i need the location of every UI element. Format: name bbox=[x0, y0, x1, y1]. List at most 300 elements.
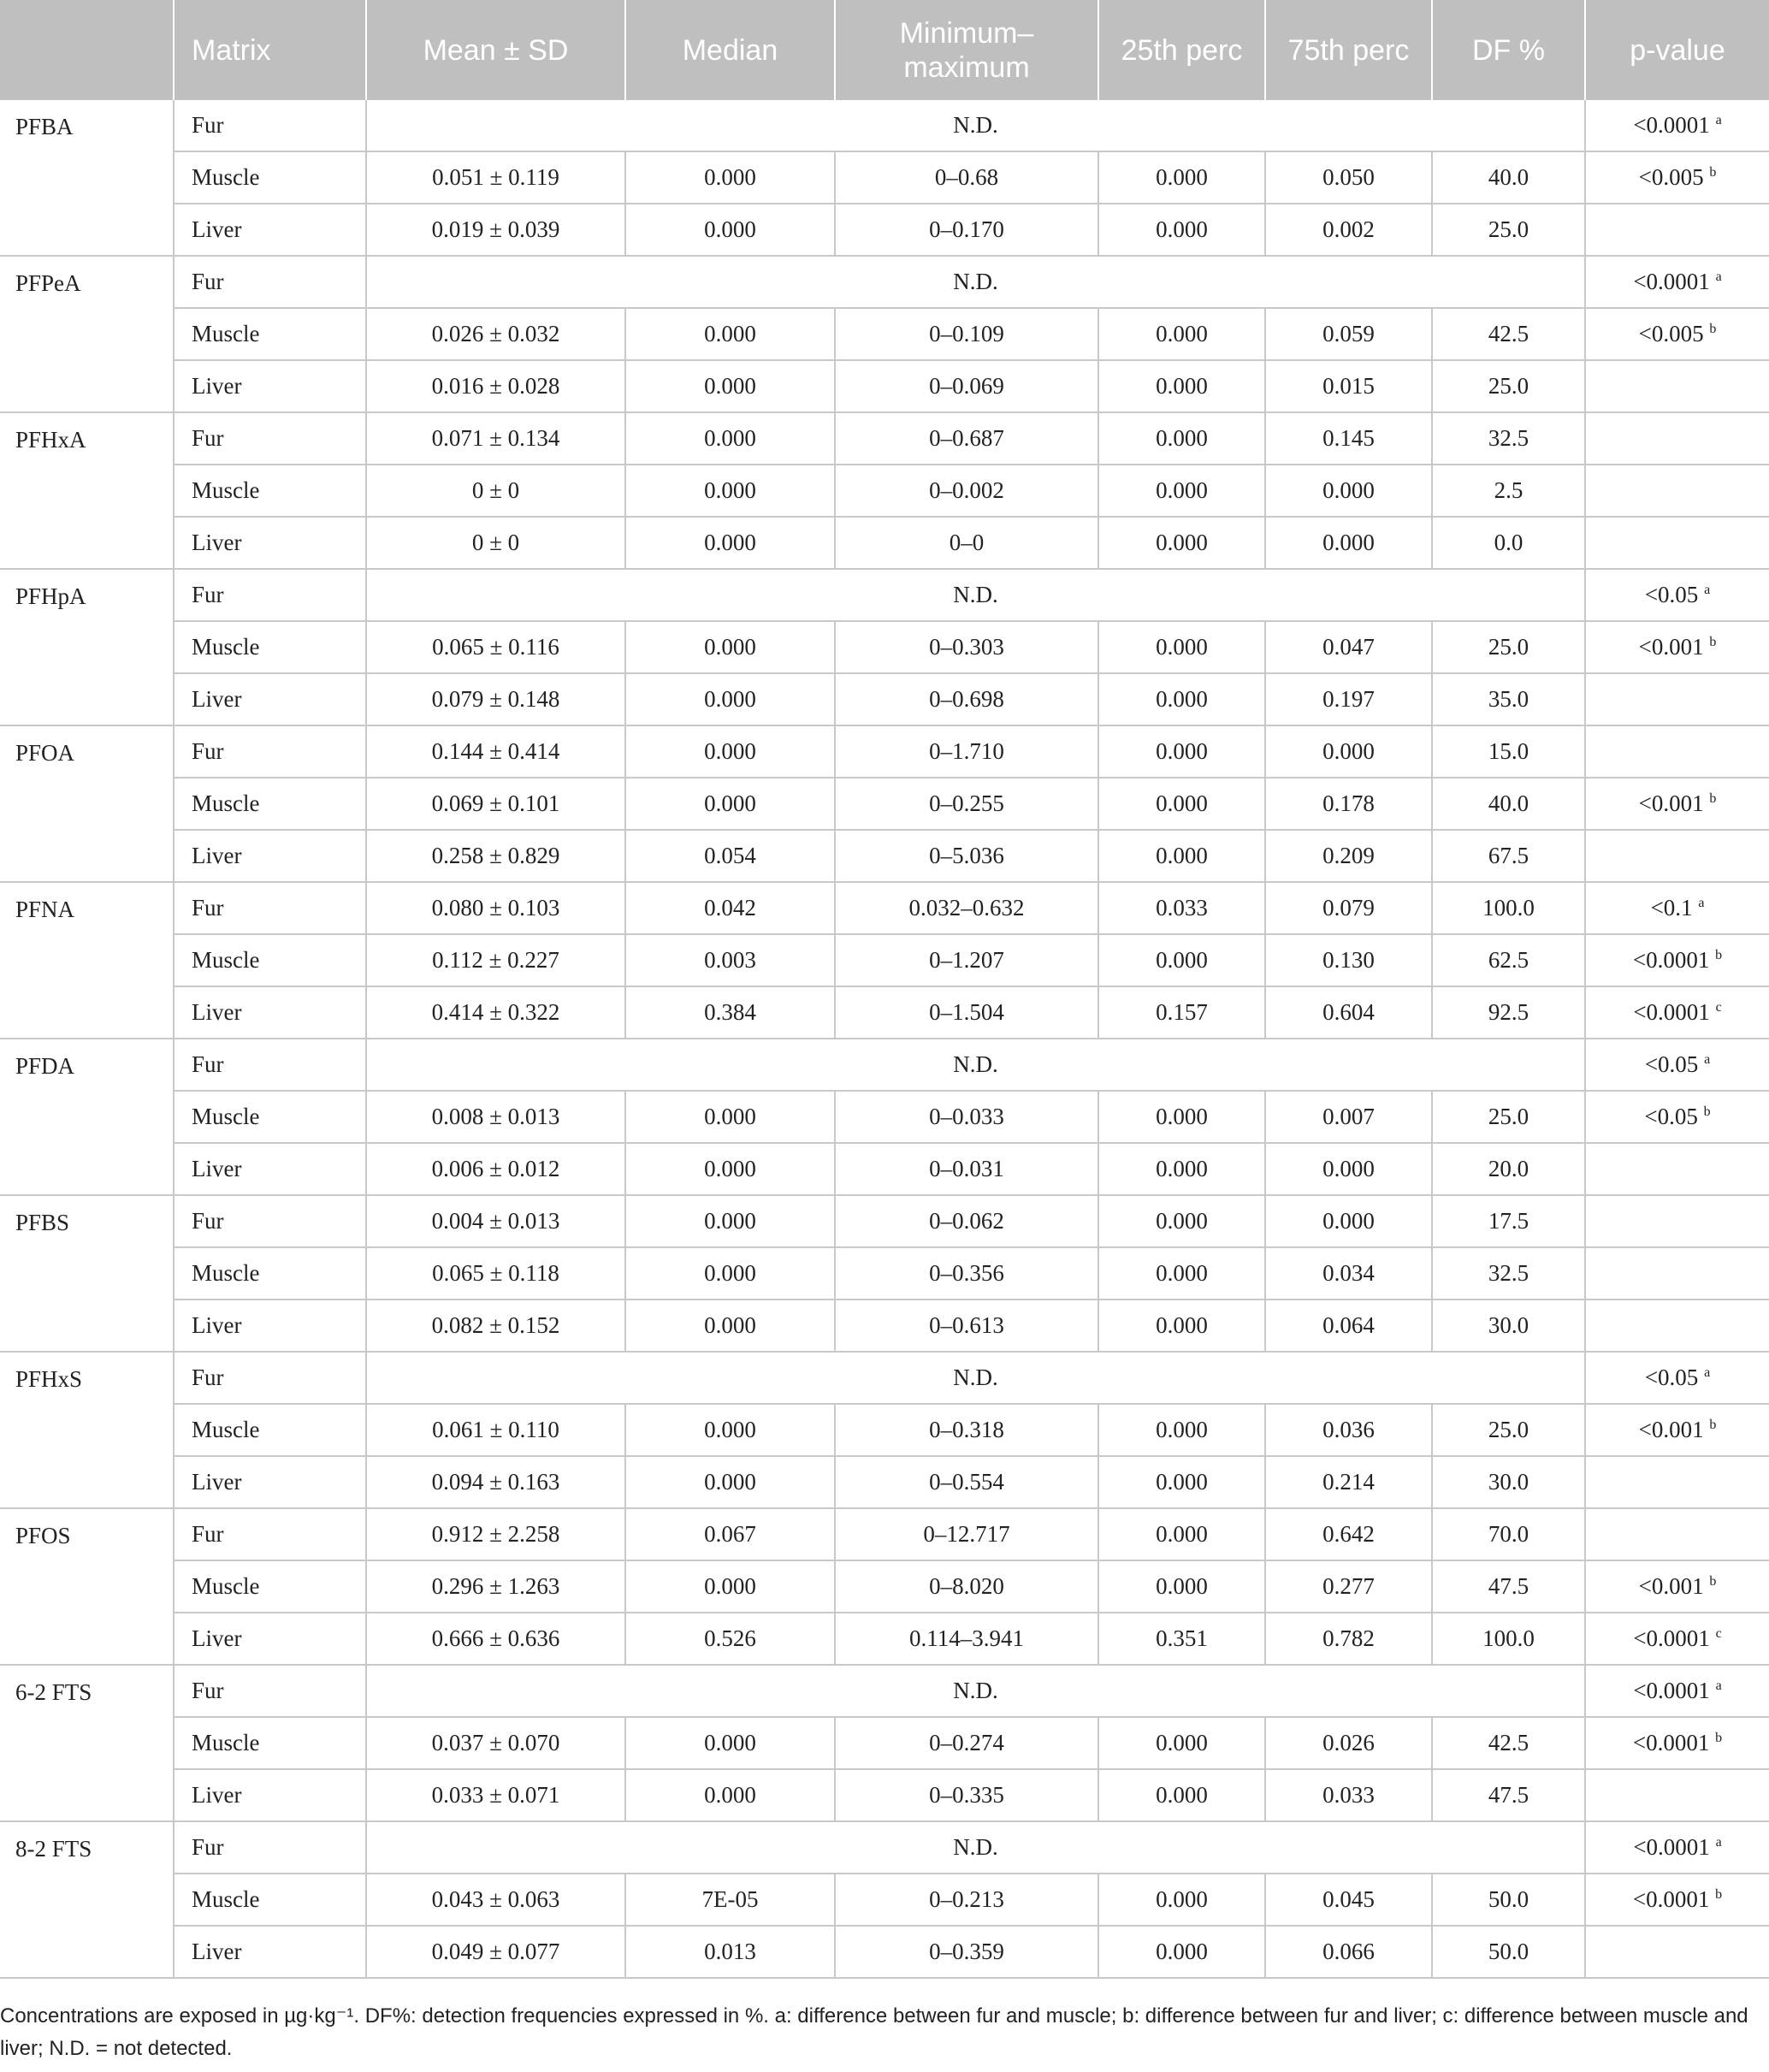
df-percent-cell: 35.0 bbox=[1432, 673, 1585, 725]
df-percent-cell: 42.5 bbox=[1432, 1717, 1585, 1769]
table-row bbox=[0, 1091, 1769, 1143]
df-percent-cell: 70.0 bbox=[1432, 1508, 1585, 1560]
min-max-cell: 0–0.062 bbox=[835, 1195, 1098, 1247]
df-percent-cell: 92.5 bbox=[1432, 986, 1585, 1039]
median-cell: 0.000 bbox=[625, 1404, 835, 1456]
matrix-cell: Fur bbox=[174, 882, 366, 934]
df-percent-cell: 30.0 bbox=[1432, 1299, 1585, 1352]
75th-perc-cell: 0.209 bbox=[1265, 830, 1432, 882]
mean-sd-cell: 0.079 ± 0.148 bbox=[366, 673, 625, 725]
median-cell: 0.000 bbox=[625, 1143, 835, 1195]
p-value-cell bbox=[1585, 360, 1769, 412]
p-value-superscript: b bbox=[1709, 635, 1717, 649]
min-max-cell: 0–0.274 bbox=[835, 1717, 1098, 1769]
median-cell: 0.000 bbox=[625, 1299, 835, 1352]
p-value-superscript: b bbox=[1709, 1418, 1717, 1432]
p-value-text: <0.05 bbox=[1644, 1104, 1698, 1129]
table-row bbox=[0, 1769, 1769, 1821]
mean-sd-cell: 0.666 ± 0.636 bbox=[366, 1613, 625, 1665]
min-max-cell: 0–0.687 bbox=[835, 412, 1098, 465]
p-value-cell bbox=[1585, 100, 1769, 151]
25th-perc-cell: 0.000 bbox=[1098, 360, 1265, 412]
median-cell: 0.054 bbox=[625, 830, 835, 882]
75th-perc-cell: 0.000 bbox=[1265, 517, 1432, 569]
p-value-cell bbox=[1585, 465, 1769, 517]
df-percent-cell: 17.5 bbox=[1432, 1195, 1585, 1247]
median-cell: 0.000 bbox=[625, 1717, 835, 1769]
median-cell: 0.000 bbox=[625, 465, 835, 517]
p-value-text: <0.005 bbox=[1638, 321, 1704, 346]
median-cell: 0.000 bbox=[625, 673, 835, 725]
75th-perc-cell: 0.050 bbox=[1265, 151, 1432, 204]
not-detected-cell: N.D. bbox=[366, 1821, 1585, 1874]
matrix-cell: Fur bbox=[174, 256, 366, 308]
75th-perc-cell: 0.079 bbox=[1265, 882, 1432, 934]
p-value-cell bbox=[1585, 1769, 1769, 1821]
75th-perc-cell: 0.059 bbox=[1265, 308, 1432, 360]
table-row bbox=[0, 830, 1769, 882]
p-value-cell bbox=[1585, 1404, 1769, 1456]
p-value-cell bbox=[1585, 204, 1769, 256]
min-max-cell: 0–0 bbox=[835, 517, 1098, 569]
not-detected-cell: N.D. bbox=[366, 1039, 1585, 1091]
table-row bbox=[0, 100, 1769, 151]
p-value-cell bbox=[1585, 1821, 1769, 1874]
matrix-cell: Muscle bbox=[174, 151, 366, 204]
table-row bbox=[0, 1821, 1769, 1874]
75th-perc-cell: 0.066 bbox=[1265, 1926, 1432, 1978]
table-row bbox=[0, 1456, 1769, 1508]
matrix-cell: Muscle bbox=[174, 308, 366, 360]
p-value-text: <0.001 bbox=[1638, 790, 1704, 816]
df-percent-cell: 40.0 bbox=[1432, 778, 1585, 830]
matrix-cell: Liver bbox=[174, 673, 366, 725]
mean-sd-cell: 0.065 ± 0.116 bbox=[366, 621, 625, 673]
mean-sd-cell: 0.080 ± 0.103 bbox=[366, 882, 625, 934]
mean-sd-cell: 0.112 ± 0.227 bbox=[366, 934, 625, 986]
matrix-cell: Muscle bbox=[174, 1404, 366, 1456]
25th-perc-cell: 0.000 bbox=[1098, 1247, 1265, 1299]
table-row bbox=[0, 308, 1769, 360]
df-percent-cell: 25.0 bbox=[1432, 1091, 1585, 1143]
table-row bbox=[0, 621, 1769, 673]
mean-sd-cell: 0.144 ± 0.414 bbox=[366, 725, 625, 778]
p-value-cell bbox=[1585, 725, 1769, 778]
matrix-cell: Liver bbox=[174, 204, 366, 256]
75th-perc-cell: 0.033 bbox=[1265, 1769, 1432, 1821]
table-header bbox=[0, 0, 1769, 100]
mean-sd-cell: 0.069 ± 0.101 bbox=[366, 778, 625, 830]
min-max-cell: 0–0.359 bbox=[835, 1926, 1098, 1978]
df-percent-cell: 25.0 bbox=[1432, 1404, 1585, 1456]
median-cell: 0.067 bbox=[625, 1508, 835, 1560]
table-row bbox=[0, 934, 1769, 986]
p-value-text: <0.05 bbox=[1644, 582, 1699, 607]
p-value-text: <0.001 bbox=[1638, 634, 1704, 660]
75th-perc-cell: 0.000 bbox=[1265, 1143, 1432, 1195]
median-cell: 0.526 bbox=[625, 1613, 835, 1665]
mean-sd-cell: 0.094 ± 0.163 bbox=[366, 1456, 625, 1508]
median-cell: 0.013 bbox=[625, 1926, 835, 1978]
mean-sd-cell: 0.051 ± 0.119 bbox=[366, 151, 625, 204]
matrix-cell: Muscle bbox=[174, 1717, 366, 1769]
table-row bbox=[0, 725, 1769, 778]
25th-perc-cell: 0.351 bbox=[1098, 1613, 1265, 1665]
not-detected-cell: N.D. bbox=[366, 1352, 1585, 1404]
min-max-cell: 0–0.170 bbox=[835, 204, 1098, 256]
75th-perc-cell: 0.197 bbox=[1265, 673, 1432, 725]
df-percent-cell: 50.0 bbox=[1432, 1926, 1585, 1978]
p-value-cell bbox=[1585, 1299, 1769, 1352]
p-value-cell bbox=[1585, 882, 1769, 934]
p-value-superscript: b bbox=[1715, 1887, 1723, 1902]
table-row bbox=[0, 1352, 1769, 1404]
compound-cell: PFDA bbox=[0, 1039, 174, 1195]
compound-cell: PFNA bbox=[0, 882, 174, 1039]
df-percent-cell: 40.0 bbox=[1432, 151, 1585, 204]
mean-sd-cell: 0.061 ± 0.110 bbox=[366, 1404, 625, 1456]
min-max-cell: 0–8.020 bbox=[835, 1560, 1098, 1613]
p-value-text: <0.001 bbox=[1638, 1573, 1704, 1599]
mean-sd-cell: 0.296 ± 1.263 bbox=[366, 1560, 625, 1613]
table-row bbox=[0, 986, 1769, 1039]
75th-perc-cell: 0.000 bbox=[1265, 725, 1432, 778]
75th-perc-cell: 0.045 bbox=[1265, 1874, 1432, 1926]
min-max-cell: 0–1.710 bbox=[835, 725, 1098, 778]
p-value-superscript: b bbox=[1703, 1104, 1711, 1119]
25th-perc-cell: 0.000 bbox=[1098, 1404, 1265, 1456]
75th-perc-cell: 0.015 bbox=[1265, 360, 1432, 412]
mean-sd-cell: 0.006 ± 0.012 bbox=[366, 1143, 625, 1195]
p-value-superscript: b bbox=[1709, 1574, 1717, 1589]
25th-perc-cell: 0.000 bbox=[1098, 778, 1265, 830]
df-percent-cell: 100.0 bbox=[1432, 882, 1585, 934]
25th-perc-cell: 0.000 bbox=[1098, 1143, 1265, 1195]
mean-sd-cell: 0.414 ± 0.322 bbox=[366, 986, 625, 1039]
p-value-cell bbox=[1585, 256, 1769, 308]
p-value-cell bbox=[1585, 986, 1769, 1039]
table-row bbox=[0, 1874, 1769, 1926]
matrix-cell: Fur bbox=[174, 1821, 366, 1874]
median-cell: 0.000 bbox=[625, 1769, 835, 1821]
matrix-cell: Muscle bbox=[174, 1560, 366, 1613]
25th-perc-cell: 0.000 bbox=[1098, 465, 1265, 517]
p-value-cell bbox=[1585, 1456, 1769, 1508]
min-max-cell: 0–0.109 bbox=[835, 308, 1098, 360]
not-detected-cell: N.D. bbox=[366, 569, 1585, 621]
median-cell: 0.000 bbox=[625, 621, 835, 673]
table-row bbox=[0, 151, 1769, 204]
75th-perc-cell: 0.034 bbox=[1265, 1247, 1432, 1299]
table-row bbox=[0, 360, 1769, 412]
min-max-cell: 0–0.303 bbox=[835, 621, 1098, 673]
table-row bbox=[0, 1717, 1769, 1769]
25th-perc-cell: 0.000 bbox=[1098, 725, 1265, 778]
75th-perc-cell: 0.145 bbox=[1265, 412, 1432, 465]
p-value-text: <0.0001 bbox=[1632, 1886, 1710, 1912]
table-body bbox=[0, 100, 1769, 1978]
25th-perc-cell: 0.157 bbox=[1098, 986, 1265, 1039]
matrix-cell: Fur bbox=[174, 1352, 366, 1404]
mean-sd-cell: 0.033 ± 0.071 bbox=[366, 1769, 625, 1821]
header-min-max: Minimum–maximum bbox=[835, 0, 1098, 100]
table-row bbox=[0, 1247, 1769, 1299]
75th-perc-cell: 0.002 bbox=[1265, 204, 1432, 256]
min-max-cell: 0–0.069 bbox=[835, 360, 1098, 412]
table-row bbox=[0, 673, 1769, 725]
25th-perc-cell: 0.000 bbox=[1098, 204, 1265, 256]
df-percent-cell: 30.0 bbox=[1432, 1456, 1585, 1508]
median-cell: 7E-05 bbox=[625, 1874, 835, 1926]
p-value-cell bbox=[1585, 934, 1769, 986]
df-percent-cell: 15.0 bbox=[1432, 725, 1585, 778]
matrix-cell: Muscle bbox=[174, 621, 366, 673]
matrix-cell: Fur bbox=[174, 1508, 366, 1560]
mean-sd-cell: 0.008 ± 0.013 bbox=[366, 1091, 625, 1143]
p-value-cell bbox=[1585, 412, 1769, 465]
p-value-superscript: c bbox=[1715, 1626, 1722, 1641]
25th-perc-cell: 0.000 bbox=[1098, 1508, 1265, 1560]
table-row bbox=[0, 1508, 1769, 1560]
median-cell: 0.000 bbox=[625, 151, 835, 204]
matrix-cell: Liver bbox=[174, 1613, 366, 1665]
mean-sd-cell: 0.065 ± 0.118 bbox=[366, 1247, 625, 1299]
median-cell: 0.000 bbox=[625, 1195, 835, 1247]
p-value-cell bbox=[1585, 1665, 1769, 1717]
matrix-cell: Muscle bbox=[174, 1091, 366, 1143]
25th-perc-cell: 0.000 bbox=[1098, 934, 1265, 986]
table-row bbox=[0, 517, 1769, 569]
25th-perc-cell: 0.000 bbox=[1098, 830, 1265, 882]
p-value-text: <0.0001 bbox=[1633, 269, 1710, 294]
header-median: Median bbox=[625, 0, 835, 100]
75th-perc-cell: 0.000 bbox=[1265, 1195, 1432, 1247]
mean-sd-cell: 0.258 ± 0.829 bbox=[366, 830, 625, 882]
matrix-cell: Muscle bbox=[174, 934, 366, 986]
mean-sd-cell: 0.026 ± 0.032 bbox=[366, 308, 625, 360]
matrix-cell: Liver bbox=[174, 517, 366, 569]
p-value-text: <0.0001 bbox=[1632, 1730, 1710, 1755]
min-max-cell: 0–0.255 bbox=[835, 778, 1098, 830]
p-value-cell bbox=[1585, 830, 1769, 882]
median-cell: 0.000 bbox=[625, 308, 835, 360]
df-percent-cell: 67.5 bbox=[1432, 830, 1585, 882]
p-value-text: <0.001 bbox=[1638, 1417, 1704, 1442]
compound-cell: PFBS bbox=[0, 1195, 174, 1352]
min-max-cell: 0–0.033 bbox=[835, 1091, 1098, 1143]
min-max-cell: 0–1.207 bbox=[835, 934, 1098, 986]
min-max-cell: 0–0.356 bbox=[835, 1247, 1098, 1299]
not-detected-cell: N.D. bbox=[366, 1665, 1585, 1717]
25th-perc-cell: 0.000 bbox=[1098, 1456, 1265, 1508]
median-cell: 0.000 bbox=[625, 517, 835, 569]
matrix-cell: Liver bbox=[174, 1299, 366, 1352]
75th-perc-cell: 0.214 bbox=[1265, 1456, 1432, 1508]
p-value-text: <0.1 bbox=[1650, 895, 1693, 921]
min-max-cell: 0–0.68 bbox=[835, 151, 1098, 204]
table-row bbox=[0, 1613, 1769, 1665]
median-cell: 0.003 bbox=[625, 934, 835, 986]
25th-perc-cell: 0.033 bbox=[1098, 882, 1265, 934]
75th-perc-cell: 0.642 bbox=[1265, 1508, 1432, 1560]
header-mean-sd: Mean ± SD bbox=[366, 0, 625, 100]
min-max-cell: 0.114–3.941 bbox=[835, 1613, 1098, 1665]
table-row bbox=[0, 465, 1769, 517]
p-value-text: <0.05 bbox=[1644, 1051, 1699, 1077]
df-percent-cell: 32.5 bbox=[1432, 412, 1585, 465]
median-cell: 0.000 bbox=[625, 1247, 835, 1299]
p-value-superscript: a bbox=[1704, 1052, 1711, 1067]
matrix-cell: Fur bbox=[174, 569, 366, 621]
mean-sd-cell: 0.004 ± 0.013 bbox=[366, 1195, 625, 1247]
table-footnote: Concentrations are exposed in µg·kg⁻¹. DF%: detection frequencies expressed in %. a: difference between fur and muscle; b: difference between fur and liver; c: difference between muscle and liver; N.D. = not detected. bbox=[0, 2004, 1748, 2060]
p-value-text: <0.0001 bbox=[1633, 999, 1710, 1025]
matrix-cell: Muscle bbox=[174, 1247, 366, 1299]
p-value-text: <0.005 bbox=[1638, 164, 1704, 190]
mean-sd-cell: 0 ± 0 bbox=[366, 517, 625, 569]
p-value-cell bbox=[1585, 1926, 1769, 1978]
75th-perc-cell: 0.277 bbox=[1265, 1560, 1432, 1613]
compound-cell: PFHxS bbox=[0, 1352, 174, 1508]
header-75th-perc: 75th perc bbox=[1265, 0, 1432, 100]
75th-perc-cell: 0.047 bbox=[1265, 621, 1432, 673]
median-cell: 0.000 bbox=[625, 412, 835, 465]
75th-perc-cell: 0.026 bbox=[1265, 1717, 1432, 1769]
min-max-cell: 0–0.554 bbox=[835, 1456, 1098, 1508]
p-value-cell bbox=[1585, 673, 1769, 725]
p-value-superscript: b bbox=[1715, 948, 1723, 962]
p-value-superscript: a bbox=[1704, 1365, 1711, 1380]
median-cell: 0.384 bbox=[625, 986, 835, 1039]
df-percent-cell: 47.5 bbox=[1432, 1769, 1585, 1821]
min-max-cell: 0–0.698 bbox=[835, 673, 1098, 725]
df-percent-cell: 42.5 bbox=[1432, 308, 1585, 360]
df-percent-cell: 25.0 bbox=[1432, 621, 1585, 673]
25th-perc-cell: 0.000 bbox=[1098, 673, 1265, 725]
table-row bbox=[0, 1926, 1769, 1978]
min-max-cell: 0–12.717 bbox=[835, 1508, 1098, 1560]
p-value-text: <0.0001 bbox=[1633, 1625, 1710, 1651]
compound-cell: PFPeA bbox=[0, 256, 174, 412]
table-row bbox=[0, 1665, 1769, 1717]
p-value-text: <0.0001 bbox=[1632, 947, 1710, 973]
matrix-cell: Muscle bbox=[174, 778, 366, 830]
p-value-cell bbox=[1585, 1874, 1769, 1926]
p-value-superscript: a bbox=[1715, 113, 1722, 127]
median-cell: 0.000 bbox=[625, 725, 835, 778]
25th-perc-cell: 0.000 bbox=[1098, 1560, 1265, 1613]
p-value-superscript: a bbox=[1715, 1678, 1722, 1693]
mean-sd-cell: 0.082 ± 0.152 bbox=[366, 1299, 625, 1352]
p-value-text: <0.0001 bbox=[1633, 1834, 1710, 1860]
matrix-cell: Fur bbox=[174, 100, 366, 151]
p-value-cell bbox=[1585, 1195, 1769, 1247]
matrix-cell: Muscle bbox=[174, 465, 366, 517]
df-percent-cell: 20.0 bbox=[1432, 1143, 1585, 1195]
mean-sd-cell: 0 ± 0 bbox=[366, 465, 625, 517]
header-p-value: p-value bbox=[1585, 0, 1769, 100]
mean-sd-cell: 0.019 ± 0.039 bbox=[366, 204, 625, 256]
matrix-cell: Liver bbox=[174, 1456, 366, 1508]
table-row bbox=[0, 882, 1769, 934]
p-value-cell bbox=[1585, 1560, 1769, 1613]
25th-perc-cell: 0.000 bbox=[1098, 517, 1265, 569]
median-cell: 0.000 bbox=[625, 204, 835, 256]
mean-sd-cell: 0.016 ± 0.028 bbox=[366, 360, 625, 412]
25th-perc-cell: 0.000 bbox=[1098, 1717, 1265, 1769]
25th-perc-cell: 0.000 bbox=[1098, 621, 1265, 673]
df-percent-cell: 25.0 bbox=[1432, 360, 1585, 412]
median-cell: 0.000 bbox=[625, 1560, 835, 1613]
min-max-cell: 0–1.504 bbox=[835, 986, 1098, 1039]
table-row bbox=[0, 1143, 1769, 1195]
p-value-cell bbox=[1585, 1717, 1769, 1769]
p-value-cell bbox=[1585, 1613, 1769, 1665]
header-row bbox=[0, 0, 1769, 100]
matrix-cell: Fur bbox=[174, 1195, 366, 1247]
median-cell: 0.000 bbox=[625, 1456, 835, 1508]
p-value-cell bbox=[1585, 778, 1769, 830]
median-cell: 0.000 bbox=[625, 778, 835, 830]
25th-perc-cell: 0.000 bbox=[1098, 1769, 1265, 1821]
header-matrix: Matrix bbox=[174, 0, 366, 100]
compound-cell: PFBA bbox=[0, 100, 174, 256]
25th-perc-cell: 0.000 bbox=[1098, 308, 1265, 360]
p-value-cell bbox=[1585, 1091, 1769, 1143]
table-row bbox=[0, 412, 1769, 465]
df-percent-cell: 100.0 bbox=[1432, 1613, 1585, 1665]
p-value-cell bbox=[1585, 569, 1769, 621]
25th-perc-cell: 0.000 bbox=[1098, 1195, 1265, 1247]
compound-cell: PFHxA bbox=[0, 412, 174, 569]
mean-sd-cell: 0.912 ± 2.258 bbox=[366, 1508, 625, 1560]
75th-perc-cell: 0.604 bbox=[1265, 986, 1432, 1039]
75th-perc-cell: 0.000 bbox=[1265, 465, 1432, 517]
p-value-cell bbox=[1585, 1247, 1769, 1299]
min-max-cell: 0.032–0.632 bbox=[835, 882, 1098, 934]
matrix-cell: Liver bbox=[174, 360, 366, 412]
df-percent-cell: 0.0 bbox=[1432, 517, 1585, 569]
compound-cell: 6-2 FTS bbox=[0, 1665, 174, 1821]
df-percent-cell: 47.5 bbox=[1432, 1560, 1585, 1613]
p-value-cell bbox=[1585, 1143, 1769, 1195]
compound-cell: PFOS bbox=[0, 1508, 174, 1665]
table-row bbox=[0, 1195, 1769, 1247]
p-value-superscript: c bbox=[1715, 1000, 1722, 1015]
75th-perc-cell: 0.130 bbox=[1265, 934, 1432, 986]
75th-perc-cell: 0.007 bbox=[1265, 1091, 1432, 1143]
table-row bbox=[0, 1560, 1769, 1613]
min-max-cell: 0–0.318 bbox=[835, 1404, 1098, 1456]
p-value-text: <0.0001 bbox=[1633, 112, 1710, 138]
p-value-text: <0.05 bbox=[1644, 1365, 1699, 1390]
matrix-cell: Liver bbox=[174, 830, 366, 882]
matrix-cell: Fur bbox=[174, 1039, 366, 1091]
matrix-cell: Fur bbox=[174, 725, 366, 778]
min-max-cell: 0–0.613 bbox=[835, 1299, 1098, 1352]
median-cell: 0.000 bbox=[625, 1091, 835, 1143]
25th-perc-cell: 0.000 bbox=[1098, 1091, 1265, 1143]
df-percent-cell: 2.5 bbox=[1432, 465, 1585, 517]
p-value-cell bbox=[1585, 151, 1769, 204]
table-row bbox=[0, 778, 1769, 830]
p-value-cell bbox=[1585, 1352, 1769, 1404]
min-max-cell: 0–0.213 bbox=[835, 1874, 1098, 1926]
min-max-cell: 0–5.036 bbox=[835, 830, 1098, 882]
p-value-superscript: a bbox=[1715, 269, 1722, 284]
compound-cell: PFOA bbox=[0, 725, 174, 882]
matrix-cell: Fur bbox=[174, 1665, 366, 1717]
